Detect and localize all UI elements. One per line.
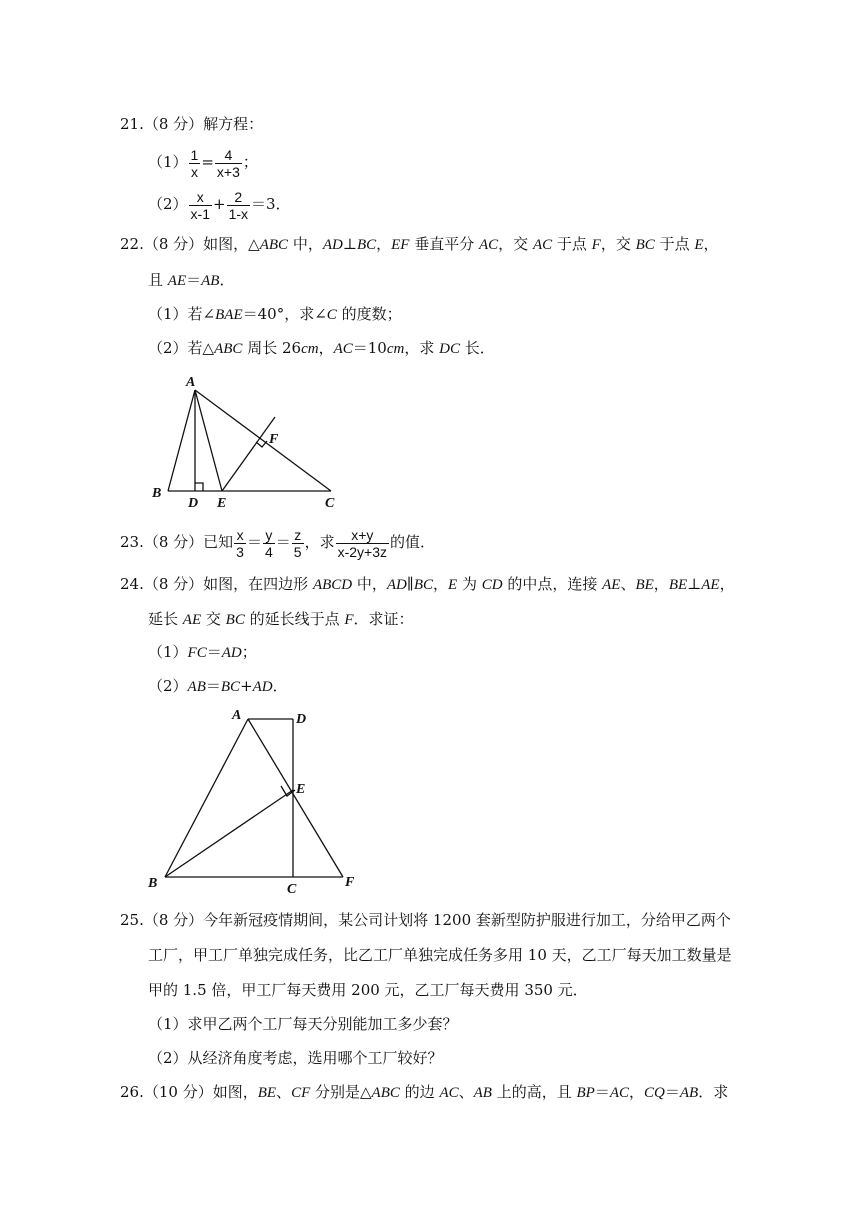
q21-part1: （1） $\frac{1}{x}$ = $\frac{4}{x+3}$ ； bbox=[148, 146, 258, 180]
q25-line1: 25.（8 分）今年新冠疫情期间，某公司计划将 1200 套新型防护服进行加工，分给甲乙两个 bbox=[120, 911, 731, 929]
q23: 23.（8 分）已知 $\frac{x}{3}$ ＝ $\frac{y}{4}$ ＝ $\frac{z}{5}$ ，求 $\frac{x+y}{x-2y+3z}$ 的值． bbox=[120, 526, 436, 560]
label-D: D bbox=[296, 712, 307, 727]
fraction: $\frac{y}{4}$ bbox=[264, 526, 273, 560]
q21-heading: 21.（8 分）解方程： bbox=[120, 115, 264, 133]
label-C: C bbox=[287, 882, 297, 897]
q24-line2: 延长 AE 交 BC 的延长线于点 F．求证： bbox=[148, 610, 414, 628]
fraction: $\frac{x}{x-1}$ bbox=[190, 188, 210, 222]
label-B: B bbox=[148, 876, 158, 891]
fraction: $\frac{1}{x}$ bbox=[190, 146, 199, 180]
q22-line1: 22.（8 分）如图，△ABC 中，AD⊥BC，EF 垂直平分 AC，交 AC 于点 F，交 BC 于点 E， bbox=[120, 235, 719, 253]
label-E: E bbox=[296, 782, 306, 797]
fraction: $\frac{x+y}{x-2y+3z}$ bbox=[337, 526, 388, 560]
label-C: C bbox=[325, 496, 335, 511]
label-F: F bbox=[345, 875, 355, 890]
q24-part1: （1）FC＝AD； bbox=[148, 643, 257, 661]
q22-part2: （2）若△ABC 周长 26cm，AC＝10cm，求 DC 长． bbox=[148, 339, 495, 357]
q24-part2: （2）AB＝BC+AD． bbox=[148, 677, 288, 695]
q22-part1: （1）若∠BAE＝40°，求∠C 的度数； bbox=[148, 305, 402, 323]
figure-22-triangle bbox=[145, 370, 355, 515]
fraction: $\frac{4}{x+3}$ bbox=[216, 146, 240, 180]
label-F: F bbox=[269, 432, 279, 447]
q24-line1: 24.（8 分）如图，在四边形 ABCD 中，AD∥BC，E 为 CD 的中点，连接 AE、BE，BE⊥AE， bbox=[120, 575, 735, 593]
label-D: D bbox=[188, 496, 199, 511]
q25-part1: （1）求甲乙两个工厂每天分别能加工多少套？ bbox=[148, 1015, 458, 1033]
q26-line1: 26.（10 分）如图，BE、CF 分别是△ABC 的边 AC、AB 上的高，且 BP＝AC，CQ＝AB．求 bbox=[120, 1083, 729, 1101]
fraction: $\frac{x}{3}$ bbox=[236, 526, 244, 560]
fraction: $\frac{2}{1-x}$ bbox=[228, 188, 249, 222]
label-B: B bbox=[152, 486, 162, 501]
label-E: E bbox=[217, 496, 227, 511]
q21-part2: （2） $\frac{x}{x-1}$ + $\frac{2}{1-x}$ ＝3． bbox=[148, 188, 291, 222]
q25-line3: 甲的 1.5 倍，甲工厂每天费用 200 元，乙工厂每天费用 350 元． bbox=[148, 981, 588, 999]
q25-line2: 工厂，甲工厂单独完成任务，比乙工厂单独完成任务多用 10 天，乙工厂每天加工数量是 bbox=[148, 946, 732, 964]
q25-part2: （2）从经济角度考虑，选用哪个工厂较好？ bbox=[148, 1049, 443, 1067]
label-A: A bbox=[232, 708, 242, 723]
fraction: $\frac{z}{5}$ bbox=[293, 526, 302, 560]
label-A: A bbox=[186, 375, 196, 390]
figure-24-quadrilateral bbox=[140, 700, 370, 900]
q22-line2: 且 AE＝AB． bbox=[148, 271, 235, 289]
